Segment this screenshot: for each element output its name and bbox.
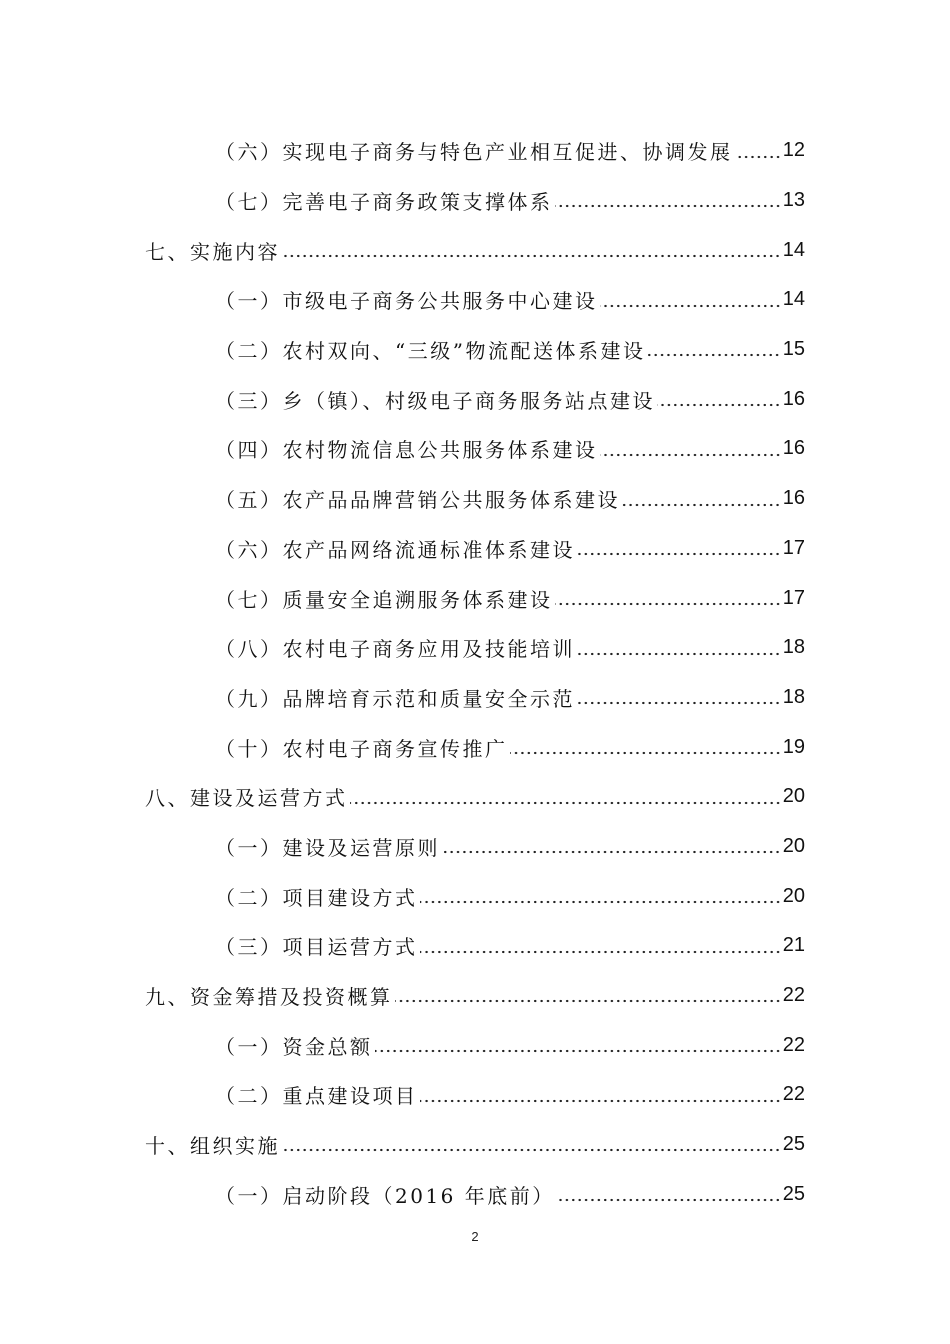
toc-entry-page-number: 20: [782, 834, 805, 857]
toc-entry-page-number: 15: [782, 338, 805, 361]
toc-entry-page-number: 16: [782, 437, 805, 460]
toc-entry-title: （七）完善电子商务政策支撑体系: [215, 190, 553, 215]
toc-entry-page-number: 14: [782, 288, 805, 311]
toc-entry-title: （九）品牌培育示范和质量安全示范: [215, 686, 575, 711]
toc-section-entry[interactable]: [0, 772, 950, 822]
toc-subsection-entry[interactable]: [0, 374, 950, 424]
toc-entry-title: （六）实现电子商务与特色产业相互促进、协调发展: [215, 140, 733, 165]
toc-entry-page-number: 22: [782, 984, 805, 1007]
toc-dot-leader: [375, 1049, 781, 1053]
toc-entry-page-number: 17: [782, 536, 805, 559]
toc-dot-leader: [442, 850, 781, 854]
toc-entry-page-number: 25: [782, 1182, 805, 1205]
toc-entry-page-number: 14: [782, 238, 805, 261]
toc-subsection-entry[interactable]: [0, 474, 950, 524]
toc-subsection-entry[interactable]: [0, 623, 950, 673]
toc-entry-page-number: 18: [782, 636, 805, 659]
toc-dot-leader: [420, 1099, 781, 1103]
toc-section-entry[interactable]: [0, 1120, 950, 1170]
toc-subsection-entry[interactable]: [0, 1020, 950, 1070]
page-number: 2: [471, 1229, 479, 1244]
toc-entry-title: （四）农村物流信息公共服务体系建设: [215, 438, 598, 463]
toc-subsection-entry[interactable]: [0, 722, 950, 772]
toc-entry-title: 九、资金筹措及投资概算: [145, 985, 393, 1010]
toc-entry-title: （一）资金总额: [215, 1034, 373, 1059]
toc-dot-leader: [557, 1198, 781, 1202]
toc-section-entry[interactable]: [0, 225, 950, 275]
toc-subsection-entry[interactable]: [0, 822, 950, 872]
toc-dot-leader: [622, 503, 781, 507]
toc-entry-page-number: 21: [782, 934, 805, 957]
toc-subsection-entry[interactable]: [0, 275, 950, 325]
toc-dot-leader: [282, 254, 781, 258]
toc-dot-leader: [647, 353, 780, 357]
toc-dot-leader: [395, 999, 781, 1003]
toc-dot-leader: [510, 751, 781, 755]
toc-subsection-entry[interactable]: [0, 176, 950, 226]
toc-entry-title: （二）重点建设项目: [215, 1084, 418, 1109]
toc-entry-page-number: 17: [782, 586, 805, 609]
toc-entry-title: （二）农村双向、“三级”物流配送体系建设: [215, 339, 646, 364]
toc-entry-title: （三）项目运营方式: [215, 935, 418, 960]
table-of-contents: [0, 126, 950, 1219]
toc-dot-leader: [577, 652, 781, 656]
toc-subsection-entry[interactable]: [0, 424, 950, 474]
toc-section-entry[interactable]: [0, 971, 950, 1021]
toc-entry-page-number: 20: [782, 785, 805, 808]
toc-entry-page-number: 22: [782, 1033, 805, 1056]
toc-entry-title: （六）农产品网络流通标准体系建设: [215, 537, 575, 562]
toc-dot-leader: [600, 304, 781, 308]
toc-subsection-entry[interactable]: [0, 573, 950, 623]
toc-entry-title: 八、建设及运营方式: [145, 786, 348, 811]
toc-dot-leader: [577, 701, 781, 705]
toc-entry-title: （三）乡（镇）、村级电子商务服务站点建设: [215, 388, 655, 413]
toc-dot-leader: [282, 1148, 781, 1152]
toc-entry-title: 十、组织实施: [145, 1134, 280, 1159]
toc-entry-page-number: 16: [782, 387, 805, 410]
toc-subsection-entry[interactable]: [0, 673, 950, 723]
toc-subsection-entry[interactable]: [0, 1169, 950, 1219]
toc-dot-leader: [555, 602, 781, 606]
toc-entry-page-number: 22: [782, 1083, 805, 1106]
toc-entry-title: （十）农村电子商务宣传推广: [215, 736, 508, 761]
toc-entry-page-number: 25: [782, 1133, 805, 1156]
toc-subsection-entry[interactable]: [0, 921, 950, 971]
toc-dot-leader: [420, 950, 781, 954]
toc-subsection-entry[interactable]: [0, 126, 950, 176]
toc-entry-title: （五）农产品品牌营销公共服务体系建设: [215, 488, 620, 513]
toc-dot-leader: [735, 155, 781, 159]
toc-dot-leader: [555, 204, 781, 208]
toc-dot-leader: [350, 801, 781, 805]
toc-entry-page-number: 18: [782, 685, 805, 708]
toc-entry-title: 七、实施内容: [145, 239, 280, 264]
toc-entry-title: （七）质量安全追溯服务体系建设: [215, 587, 553, 612]
toc-entry-title: （二）项目建设方式: [215, 885, 418, 910]
toc-dot-leader: [420, 900, 781, 904]
toc-subsection-entry[interactable]: [0, 524, 950, 574]
toc-entry-title: （八）农村电子商务应用及技能培训: [215, 637, 575, 662]
toc-entry-title: （一）市级电子商务公共服务中心建设: [215, 289, 598, 314]
toc-entry-title: （一）启动阶段（2016 年底前）: [215, 1183, 555, 1208]
toc-entry-page-number: 13: [782, 189, 805, 212]
toc-dot-leader: [600, 453, 781, 457]
toc-entry-page-number: 16: [782, 487, 805, 510]
toc-entry-title: （一）建设及运营原则: [215, 835, 440, 860]
toc-dot-leader: [577, 552, 781, 556]
toc-dot-leader: [657, 403, 781, 407]
toc-subsection-entry[interactable]: [0, 871, 950, 921]
toc-subsection-entry[interactable]: [0, 1070, 950, 1120]
toc-entry-page-number: 12: [782, 139, 805, 162]
toc-entry-page-number: 20: [782, 884, 805, 907]
toc-entry-page-number: 19: [782, 735, 805, 758]
toc-subsection-entry[interactable]: [0, 325, 950, 375]
